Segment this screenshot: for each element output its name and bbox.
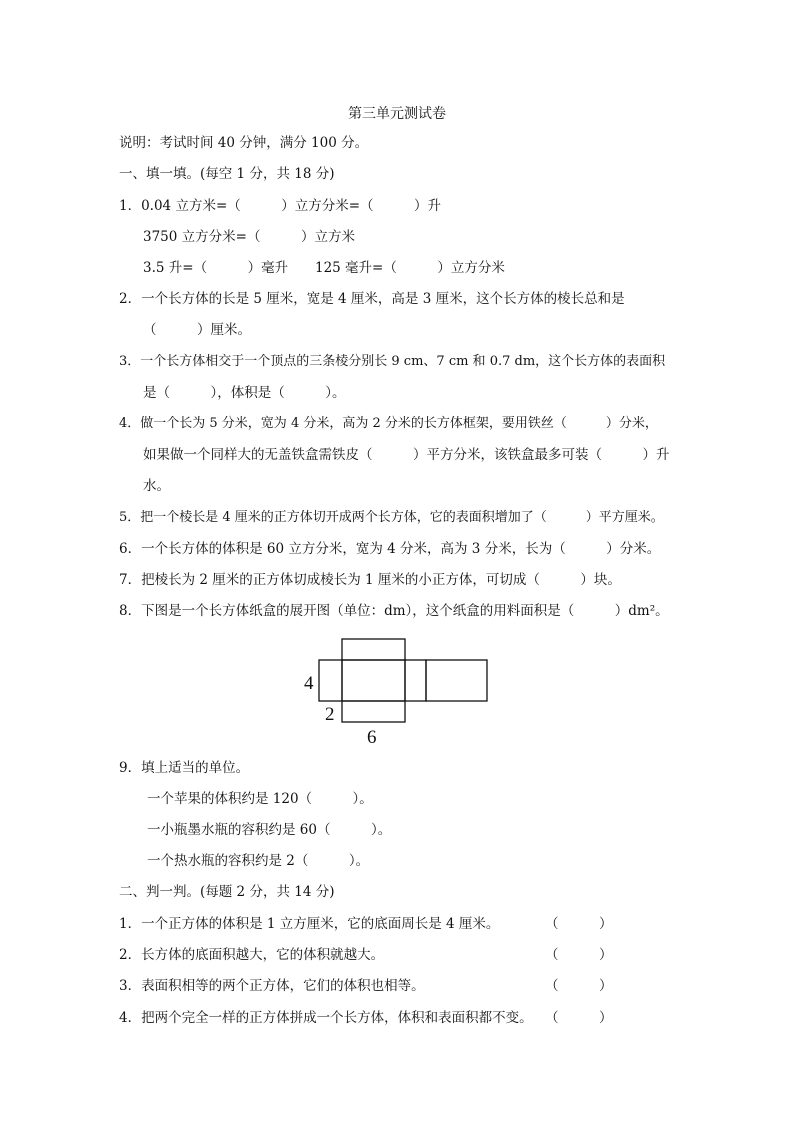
net-right-face: [405, 660, 426, 701]
judge-item-2-text: 2．长方体的底面积越大，它的体积就越大。: [119, 947, 385, 963]
question-9b: 一小瓶墨水瓶的容积约是 60（ ）。: [147, 822, 392, 838]
question-3-line2: 是（ ），体积是（ ）。: [143, 385, 346, 401]
question-9a: 一个苹果的体积约是 120（ ）。: [147, 791, 373, 807]
net-bottom-face: [342, 701, 405, 722]
question-6: 6．一个长方体的体积是 60 立方分米，宽为 4 分米，高为 3 分米，长为（ ）分米。: [119, 541, 661, 557]
question-9-heading: 9．填上适当的单位。: [119, 760, 250, 776]
section1-heading: 一、填一填。(每空 1 分，共 18 分): [119, 166, 335, 182]
question-2-line2: （ ）厘米。: [143, 322, 251, 338]
question-3-line1: 3．一个长方体相交于一个顶点的三条棱分别长 9 cm、7 cm 和 0.7 dm，这个长方体的表面积: [119, 354, 666, 369]
judge-item-1-blank: （ ）: [545, 916, 613, 932]
question-5: 5．把一个棱长是 4 厘米的正方体切开成两个长方体，它的表面积增加了（ ）平方厘米。: [119, 510, 664, 525]
net-back-face: [426, 660, 487, 701]
net-front-face: [342, 660, 405, 701]
judge-item-4-text: 4．把两个完全一样的正方体拼成一个长方体，体积和表面积都不变。: [119, 1010, 533, 1026]
question-7: 7．把棱长为 2 厘米的正方体切成棱长为 1 厘米的小正方体，可切成（ ）块。: [119, 572, 621, 588]
judge-item-2-blank: （ ）: [545, 947, 613, 963]
question-1-line3a: 3.5 升=（ ）毫升: [143, 260, 289, 276]
net-left-face: [319, 660, 342, 701]
label-width: 2: [325, 704, 335, 725]
instructions: 说明：考试时间 40 分钟，满分 100 分。: [119, 135, 369, 151]
judge-item-3-text: 3．表面积相等的两个正方体，它们的体积也相等。: [119, 978, 425, 994]
page-title: 第三单元测试卷: [348, 106, 446, 122]
question-9c: 一个热水瓶的容积约是 2（ ）。: [147, 853, 370, 869]
question-4-line2: 如果做一个同样大的无盖铁盒需铁皮（ ）平方分米，该铁盒最多可装（ ）升: [143, 447, 670, 463]
label-length: 6: [367, 727, 377, 748]
label-height: 4: [304, 673, 314, 694]
question-1-line2: 3750 立方分米=（ ）立方米: [143, 229, 355, 245]
question-1-line3b: 125 毫升=（ ）立方分米: [315, 260, 505, 276]
question-4-line3: 水。: [143, 478, 170, 494]
question-1-line1: 1．0.04 立方米=（ ）立方分米=（ ）升: [119, 198, 442, 214]
judge-item-3-blank: （ ）: [545, 978, 613, 994]
judge-item-4-blank: （ ）: [545, 1010, 613, 1026]
net-top-face: [342, 639, 405, 660]
question-8: 8．下图是一个长方体纸盒的展开图（单位：dm），这个纸盒的用料面积是（ ）dm²。: [119, 603, 669, 619]
question-4-line1: 4．做一个长为 5 分米，宽为 4 分米，高为 2 分米的长方体框架，要用铁丝（ ）分米，: [119, 416, 658, 431]
section2-heading: 二、判一判。(每题 2 分，共 14 分): [119, 884, 335, 900]
judge-item-1-text: 1．一个正方体的体积是 1 立方厘米，它的底面周长是 4 厘米。: [119, 916, 500, 932]
question-2-line1: 2．一个长方体的长是 5 厘米，宽是 4 厘米，高是 3 厘米，这个长方体的棱长总和是: [119, 291, 625, 307]
